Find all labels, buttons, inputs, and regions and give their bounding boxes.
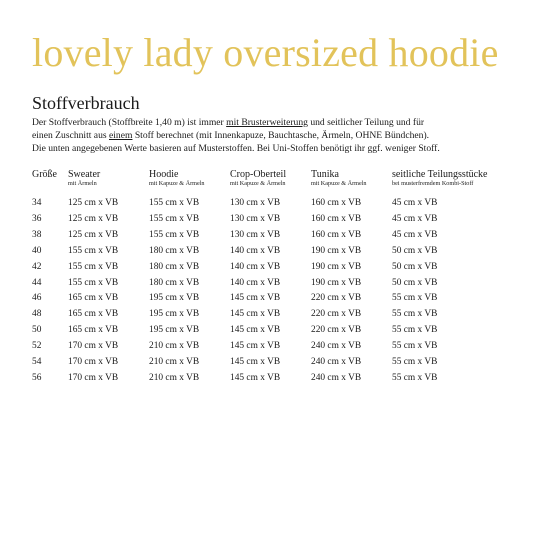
column-header [32, 169, 68, 196]
intro-underlined: einem [109, 130, 133, 141]
value-cell: 155 cm x VB [68, 261, 119, 272]
value-cell: 125 cm x VB [68, 213, 119, 224]
value-cell: 55 cm x VB [392, 357, 438, 368]
table-body [32, 196, 522, 387]
size-cell: 48 [32, 309, 42, 320]
value-cell: 145 cm x VB [230, 341, 281, 352]
size-cell: 40 [32, 245, 42, 256]
intro-paragraph [32, 116, 502, 155]
value-cell: 45 cm x VB [392, 229, 438, 240]
value-cell: 55 cm x VB [392, 372, 438, 383]
table-row [32, 276, 522, 292]
column-header [149, 169, 230, 196]
size-cell: 52 [32, 341, 42, 352]
value-cell: 160 cm x VB [311, 213, 362, 224]
value-cell: 155 cm x VB [149, 213, 200, 224]
size-cell: 56 [32, 372, 42, 383]
value-cell: 55 cm x VB [392, 309, 438, 320]
intro-text: Der Stoffverbrauch (Stoffbreite 1,40 m) ist immer [32, 117, 227, 128]
value-cell: 125 cm x VB [68, 229, 119, 240]
value-cell: 130 cm x VB [230, 198, 281, 208]
intro-text: und seitlicher Teilung und für [307, 117, 425, 128]
column-header-sublabel: mit Kapuze & Ärmeln [149, 180, 205, 187]
value-cell: 180 cm x VB [149, 277, 200, 288]
value-cell: 195 cm x VB [149, 309, 200, 320]
value-cell: 140 cm x VB [230, 261, 281, 272]
table-row [32, 307, 522, 323]
value-cell: 125 cm x VB [68, 198, 119, 208]
value-cell: 195 cm x VB [149, 325, 200, 336]
table-row [32, 212, 522, 228]
intro-text: Stoff berechnet (mit Innenkapuze, Bauchtasche, Ärmeln, OHNE Bündchen). [132, 130, 430, 141]
value-cell: 155 cm x VB [68, 245, 119, 256]
column-header-label: Sweater [68, 169, 101, 180]
value-cell: 155 cm x VB [149, 198, 200, 208]
value-cell: 190 cm x VB [311, 261, 362, 272]
column-header-sublabel: mit Kapuze & Ärmeln [230, 180, 286, 187]
size-cell: 42 [32, 261, 42, 272]
value-cell: 165 cm x VB [68, 309, 119, 320]
size-cell: 38 [32, 229, 42, 240]
size-cell: 50 [32, 325, 42, 336]
value-cell: 195 cm x VB [149, 293, 200, 304]
value-cell: 45 cm x VB [392, 198, 438, 208]
value-cell: 145 cm x VB [230, 357, 281, 368]
value-cell: 55 cm x VB [392, 341, 438, 352]
value-cell: 220 cm x VB [311, 293, 362, 304]
table-row [32, 371, 522, 387]
value-cell: 240 cm x VB [311, 341, 362, 352]
value-cell: 50 cm x VB [392, 245, 438, 256]
column-header-label: seitliche Teilungsstücke [392, 169, 488, 180]
value-cell: 210 cm x VB [149, 341, 200, 352]
column-header-sublabel: bei musterfremdem Kombi-Stoff [392, 180, 474, 187]
intro-line-2 [32, 129, 502, 142]
table-row [32, 323, 522, 339]
value-cell: 180 cm x VB [149, 261, 200, 272]
fabric-usage-table [32, 169, 522, 387]
column-header [68, 169, 149, 196]
value-cell: 165 cm x VB [68, 325, 119, 336]
table-header-row [32, 169, 522, 196]
value-cell: 160 cm x VB [311, 229, 362, 240]
table-row [32, 228, 522, 244]
value-cell: 220 cm x VB [311, 309, 362, 320]
table-row [32, 260, 522, 276]
intro-line-3: Die unten angegebenen Werte basieren auf Musterstoffen. Bei Uni-Stoffen benötigt ihr ggf. weniger Stoff. [32, 143, 440, 154]
value-cell: 210 cm x VB [149, 357, 200, 368]
intro-line-1 [32, 116, 502, 129]
table-row [32, 355, 522, 371]
table-row [32, 339, 522, 355]
value-cell: 55 cm x VB [392, 293, 438, 304]
column-header-label: Größe [32, 169, 57, 180]
value-cell: 130 cm x VB [230, 229, 281, 240]
column-header-sublabel: mit Ärmeln [68, 180, 97, 187]
value-cell: 45 cm x VB [392, 213, 438, 224]
value-cell: 145 cm x VB [230, 325, 281, 336]
value-cell: 240 cm x VB [311, 372, 362, 383]
value-cell: 145 cm x VB [230, 309, 281, 320]
value-cell: 155 cm x VB [68, 277, 119, 288]
column-header [230, 169, 311, 196]
value-cell: 140 cm x VB [230, 277, 281, 288]
value-cell: 50 cm x VB [392, 277, 438, 288]
column-header-label: Tunika [311, 169, 339, 180]
table-row [32, 244, 522, 260]
value-cell: 145 cm x VB [230, 293, 281, 304]
size-cell: 44 [32, 277, 42, 288]
value-cell: 145 cm x VB [230, 372, 281, 383]
section-heading: Stoffverbrauch [32, 93, 140, 113]
column-header-label: Crop-Oberteil [230, 169, 287, 180]
value-cell: 160 cm x VB [311, 198, 362, 208]
column-header [311, 169, 392, 196]
value-cell: 220 cm x VB [311, 325, 362, 336]
intro-text: einen Zuschnitt aus [32, 130, 109, 141]
value-cell: 190 cm x VB [311, 277, 362, 288]
value-cell: 190 cm x VB [311, 245, 362, 256]
size-cell: 54 [32, 357, 42, 368]
value-cell: 165 cm x VB [68, 293, 119, 304]
size-cell: 34 [32, 198, 42, 208]
value-cell: 170 cm x VB [68, 357, 119, 368]
value-cell: 50 cm x VB [392, 261, 438, 272]
value-cell: 140 cm x VB [230, 245, 281, 256]
value-cell: 130 cm x VB [230, 213, 281, 224]
value-cell: 170 cm x VB [68, 372, 119, 383]
table-row [32, 291, 522, 307]
column-header [392, 169, 522, 196]
column-header-sublabel: mit Kapuze & Ärmeln [311, 180, 367, 187]
value-cell: 180 cm x VB [149, 245, 200, 256]
value-cell: 55 cm x VB [392, 325, 438, 336]
page-title: lovely lady oversized hoodie [32, 30, 499, 75]
value-cell: 240 cm x VB [311, 357, 362, 368]
size-cell: 46 [32, 293, 42, 304]
value-cell: 210 cm x VB [149, 372, 200, 383]
intro-underlined: mit Brusterweiterung [226, 117, 308, 128]
value-cell: 170 cm x VB [68, 341, 119, 352]
column-header-label: Hoodie [149, 169, 179, 180]
table-row [32, 196, 522, 212]
value-cell: 155 cm x VB [149, 229, 200, 240]
size-cell: 36 [32, 213, 42, 224]
